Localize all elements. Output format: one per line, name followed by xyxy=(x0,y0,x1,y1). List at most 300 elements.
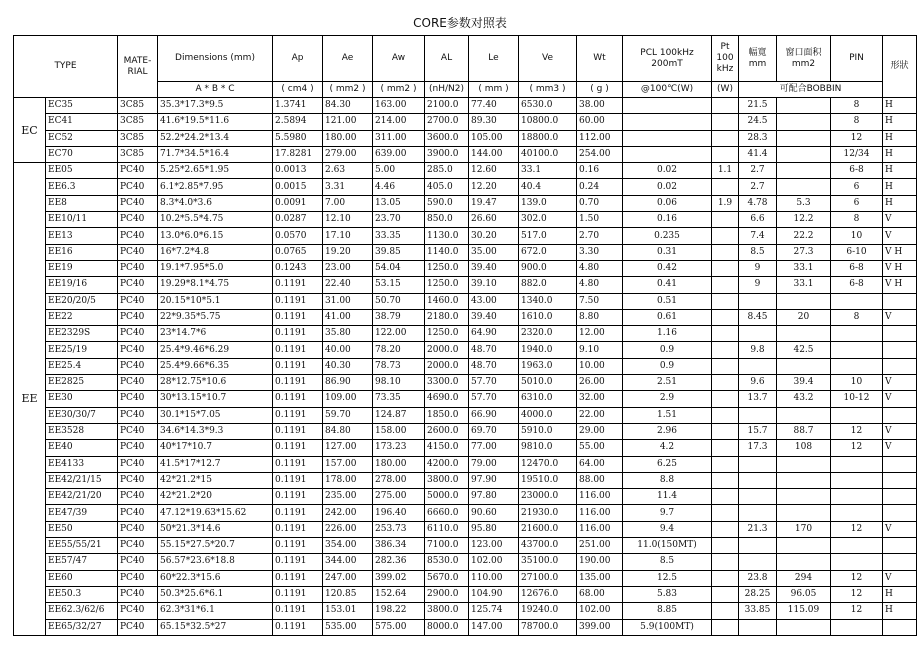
cell-ve: 5010.0 xyxy=(519,375,577,391)
cell-material: 3C85 xyxy=(118,98,158,114)
cell-width: 9 xyxy=(739,260,777,276)
header-width: 幅寬 mm xyxy=(739,36,777,82)
cell-width: 7.4 xyxy=(739,228,777,244)
table-row xyxy=(14,195,917,211)
cell-pt xyxy=(712,358,739,374)
cell-ve: 35100.0 xyxy=(519,554,577,570)
header-shape: 形狀 xyxy=(883,36,917,98)
cell-wt: 0.24 xyxy=(577,179,623,195)
cell-dimensions: 10.2*5.5*4.75 xyxy=(158,212,273,228)
cell-pt xyxy=(712,391,739,407)
cell-ve: 9810.0 xyxy=(519,440,577,456)
table-row xyxy=(14,586,917,602)
cell-le: 105.00 xyxy=(469,130,519,146)
cell-width xyxy=(739,538,777,554)
table-row xyxy=(14,146,917,162)
cell-al: 1250.0 xyxy=(425,277,469,293)
cell-pt xyxy=(712,570,739,586)
cell-dimensions: 52.2*24.2*13.4 xyxy=(158,130,273,146)
cell-shape xyxy=(883,489,917,505)
cell-pcl xyxy=(623,130,712,146)
cell-width xyxy=(739,358,777,374)
cell-wt: 32.00 xyxy=(577,391,623,407)
cell-pt xyxy=(712,212,739,228)
cell-width: 9.6 xyxy=(739,375,777,391)
cell-al: 2100.0 xyxy=(425,98,469,114)
cell-material: PC40 xyxy=(118,456,158,472)
cell-ae: 40.00 xyxy=(323,342,373,358)
cell-ap: 0.1191 xyxy=(273,505,323,521)
cell-type: EE10/11 xyxy=(46,212,118,228)
cell-ap: 0.1191 xyxy=(273,342,323,358)
cell-material: PC40 xyxy=(118,228,158,244)
cell-al: 4150.0 xyxy=(425,440,469,456)
table-row xyxy=(14,309,917,325)
unit-aw: ( mm2 ) xyxy=(373,82,425,98)
table-row xyxy=(14,391,917,407)
cell-window-area: 43.2 xyxy=(777,391,831,407)
cell-pt: 1.9 xyxy=(712,195,739,211)
cell-pcl: 0.02 xyxy=(623,179,712,195)
cell-le: 89.30 xyxy=(469,114,519,130)
cell-type: EE19 xyxy=(46,260,118,276)
header-type: TYPE xyxy=(14,36,118,98)
cell-aw: 214.00 xyxy=(373,114,425,130)
unit-al: (nH/N2) xyxy=(425,82,469,98)
cell-pcl: 2.9 xyxy=(623,391,712,407)
cell-aw: 73.35 xyxy=(373,391,425,407)
cell-window-area: 96.05 xyxy=(777,586,831,602)
cell-pt xyxy=(712,586,739,602)
cell-width xyxy=(739,326,777,342)
cell-ae: 109.00 xyxy=(323,391,373,407)
cell-le: 77.40 xyxy=(469,98,519,114)
cell-type: EE65/32/27 xyxy=(46,619,118,635)
header-pcl: PCL 100kHz 200mT xyxy=(623,36,712,82)
cell-ve: 12676.0 xyxy=(519,586,577,602)
cell-pin: 12 xyxy=(831,440,883,456)
cell-wt: 64.00 xyxy=(577,456,623,472)
cell-type: EE47/39 xyxy=(46,505,118,521)
cell-pcl: 1.51 xyxy=(623,407,712,423)
cell-width: 9 xyxy=(739,277,777,293)
cell-pcl: 0.06 xyxy=(623,195,712,211)
cell-ve: 1340.0 xyxy=(519,293,577,309)
cell-ve: 19240.0 xyxy=(519,603,577,619)
cell-dimensions: 34.6*14.3*9.3 xyxy=(158,423,273,439)
cell-aw: 98.10 xyxy=(373,375,425,391)
cell-shape: V H xyxy=(883,260,917,276)
cell-dimensions: 16*7.2*4.8 xyxy=(158,244,273,260)
cell-ve: 672.0 xyxy=(519,244,577,260)
cell-ap: 0.1191 xyxy=(273,293,323,309)
cell-pin: 12/34 xyxy=(831,146,883,162)
cell-pin xyxy=(831,505,883,521)
cell-ae: 86.90 xyxy=(323,375,373,391)
cell-dimensions: 71.7*34.5*16.4 xyxy=(158,146,273,162)
cell-material: PC40 xyxy=(118,570,158,586)
cell-dimensions: 35.3*17.3*9.5 xyxy=(158,98,273,114)
cell-wt: 190.00 xyxy=(577,554,623,570)
cell-window-area: 170 xyxy=(777,521,831,537)
cell-pcl: 8.8 xyxy=(623,472,712,488)
cell-pcl xyxy=(623,114,712,130)
cell-aw: 50.70 xyxy=(373,293,425,309)
cell-le: 79.00 xyxy=(469,456,519,472)
cell-window-area xyxy=(777,489,831,505)
cell-aw: 173.23 xyxy=(373,440,425,456)
cell-ae: 178.00 xyxy=(323,472,373,488)
cell-ve: 10800.0 xyxy=(519,114,577,130)
cell-pin: 12 xyxy=(831,130,883,146)
cell-al: 2900.0 xyxy=(425,586,469,602)
cell-al: 1250.0 xyxy=(425,260,469,276)
cell-dimensions: 62.3*31*6.1 xyxy=(158,603,273,619)
unit-wt: ( g ) xyxy=(577,82,623,98)
cell-ve: 6530.0 xyxy=(519,98,577,114)
cell-type: EE25/19 xyxy=(46,342,118,358)
cell-dimensions: 55.15*27.5*20.7 xyxy=(158,538,273,554)
table-row xyxy=(14,603,917,619)
cell-window-area xyxy=(777,293,831,309)
cell-pt xyxy=(712,342,739,358)
cell-type: EE4133 xyxy=(46,456,118,472)
cell-pt: 1.1 xyxy=(712,163,739,179)
header-window-area: 窗口面积 mm2 xyxy=(777,36,831,82)
cell-ve: 40100.0 xyxy=(519,146,577,162)
cell-ae: 7.00 xyxy=(323,195,373,211)
cell-ae: 84.30 xyxy=(323,98,373,114)
table-row xyxy=(14,228,917,244)
cell-window-area xyxy=(777,98,831,114)
cell-type: EC70 xyxy=(46,146,118,162)
cell-pcl: 0.41 xyxy=(623,277,712,293)
cell-pin xyxy=(831,342,883,358)
cell-aw: 4.46 xyxy=(373,179,425,195)
cell-type: EE42/21/20 xyxy=(46,489,118,505)
cell-width: 9.8 xyxy=(739,342,777,358)
header-ve: Ve xyxy=(519,36,577,82)
cell-shape: H xyxy=(883,586,917,602)
cell-window-area xyxy=(777,326,831,342)
cell-window-area xyxy=(777,358,831,374)
cell-ve: 23000.0 xyxy=(519,489,577,505)
cell-pt xyxy=(712,244,739,260)
cell-type: EC41 xyxy=(46,114,118,130)
cell-wt: 29.00 xyxy=(577,423,623,439)
cell-al: 1460.0 xyxy=(425,293,469,309)
cell-aw: 399.02 xyxy=(373,570,425,586)
cell-width xyxy=(739,293,777,309)
cell-pt xyxy=(712,603,739,619)
cell-material: PC40 xyxy=(118,277,158,293)
cell-material: PC40 xyxy=(118,440,158,456)
cell-wt: 55.00 xyxy=(577,440,623,456)
cell-ae: 535.00 xyxy=(323,619,373,635)
table-row xyxy=(14,114,917,130)
cell-ap: 0.1191 xyxy=(273,375,323,391)
cell-al: 4200.0 xyxy=(425,456,469,472)
cell-pt xyxy=(712,505,739,521)
cell-wt: 116.00 xyxy=(577,505,623,521)
cell-al: 1130.0 xyxy=(425,228,469,244)
cell-le: 35.00 xyxy=(469,244,519,260)
cell-ae: 59.70 xyxy=(323,407,373,423)
cell-dimensions: 40*17*10.7 xyxy=(158,440,273,456)
cell-al: 5000.0 xyxy=(425,489,469,505)
cell-pin: 8 xyxy=(831,98,883,114)
cell-type: EE22 xyxy=(46,309,118,325)
cell-ap: 0.1191 xyxy=(273,456,323,472)
cell-window-area xyxy=(777,114,831,130)
cell-width: 2.7 xyxy=(739,179,777,195)
cell-pcl: 2.51 xyxy=(623,375,712,391)
cell-material: 3C85 xyxy=(118,130,158,146)
cell-wt: 88.00 xyxy=(577,472,623,488)
cell-pt xyxy=(712,130,739,146)
cell-material: PC40 xyxy=(118,342,158,358)
table-row xyxy=(14,440,917,456)
cell-wt: 2.70 xyxy=(577,228,623,244)
cell-aw: 78.20 xyxy=(373,342,425,358)
cell-material: PC40 xyxy=(118,586,158,602)
cell-ap: 0.1191 xyxy=(273,440,323,456)
cell-ve: 78700.0 xyxy=(519,619,577,635)
cell-pcl: 5.83 xyxy=(623,586,712,602)
cell-wt: 254.00 xyxy=(577,146,623,162)
cell-shape: V xyxy=(883,228,917,244)
header-ap: Ap xyxy=(273,36,323,82)
cell-pin: 12 xyxy=(831,570,883,586)
cell-shape xyxy=(883,407,917,423)
cell-ve: 882.0 xyxy=(519,277,577,293)
cell-material: 3C85 xyxy=(118,146,158,162)
cell-width: 21.3 xyxy=(739,521,777,537)
cell-ap: 0.0287 xyxy=(273,212,323,228)
cell-le: 144.00 xyxy=(469,146,519,162)
cell-shape xyxy=(883,472,917,488)
cell-type: EE3528 xyxy=(46,423,118,439)
cell-dimensions: 6.1*2.85*7.95 xyxy=(158,179,273,195)
cell-pin xyxy=(831,538,883,554)
cell-dimensions: 60*22.3*15.6 xyxy=(158,570,273,586)
unit-pt: (W) xyxy=(712,82,739,98)
cell-pcl: 8.5 xyxy=(623,554,712,570)
cell-aw: 38.79 xyxy=(373,309,425,325)
cell-al: 1850.0 xyxy=(425,407,469,423)
cell-dimensions: 13.0*6.0*6.15 xyxy=(158,228,273,244)
cell-le: 39.10 xyxy=(469,277,519,293)
unit-ve: ( mm3 ) xyxy=(519,82,577,98)
cell-pin: 6 xyxy=(831,195,883,211)
cell-le: 69.70 xyxy=(469,423,519,439)
cell-window-area: 294 xyxy=(777,570,831,586)
cell-width: 21.5 xyxy=(739,98,777,114)
cell-window-area xyxy=(777,538,831,554)
cell-material: PC40 xyxy=(118,521,158,537)
core-parameter-table xyxy=(13,35,917,636)
cell-type: EC35 xyxy=(46,98,118,114)
cell-shape: H xyxy=(883,179,917,195)
cell-pcl: 2.96 xyxy=(623,423,712,439)
cell-pin xyxy=(831,358,883,374)
cell-shape xyxy=(883,505,917,521)
cell-le: 95.80 xyxy=(469,521,519,537)
cell-dimensions: 20.15*10*5.1 xyxy=(158,293,273,309)
cell-shape xyxy=(883,342,917,358)
cell-pin xyxy=(831,554,883,570)
cell-aw: 124.87 xyxy=(373,407,425,423)
cell-material: PC40 xyxy=(118,212,158,228)
header-pin: PIN xyxy=(831,36,883,82)
cell-aw: 386.34 xyxy=(373,538,425,554)
cell-dimensions: 47.12*19.63*15.62 xyxy=(158,505,273,521)
cell-dimensions: 19.29*8.1*4.75 xyxy=(158,277,273,293)
cell-ae: 17.10 xyxy=(323,228,373,244)
header-dimensions: Dimensions (mm) xyxy=(158,36,273,82)
cell-pin: 12 xyxy=(831,586,883,602)
cell-aw: 163.00 xyxy=(373,98,425,114)
table-row xyxy=(14,521,917,537)
cell-al: 285.0 xyxy=(425,163,469,179)
cell-pcl: 5.9(100MT) xyxy=(623,619,712,635)
cell-shape xyxy=(883,619,917,635)
cell-wt: 10.00 xyxy=(577,358,623,374)
cell-aw: 54.04 xyxy=(373,260,425,276)
table-row xyxy=(14,407,917,423)
cell-ae: 23.00 xyxy=(323,260,373,276)
cell-pt xyxy=(712,489,739,505)
cell-ae: 40.30 xyxy=(323,358,373,374)
cell-ae: 127.00 xyxy=(323,440,373,456)
cell-window-area: 20 xyxy=(777,309,831,325)
cell-pt xyxy=(712,277,739,293)
cell-pin: 8 xyxy=(831,114,883,130)
cell-le: 102.00 xyxy=(469,554,519,570)
cell-material: PC40 xyxy=(118,407,158,423)
cell-ae: 180.00 xyxy=(323,130,373,146)
cell-dimensions: 56.57*23.6*18.8 xyxy=(158,554,273,570)
cell-le: 39.40 xyxy=(469,260,519,276)
unit-dimensions: A * B * C xyxy=(158,82,273,98)
cell-pcl: 0.51 xyxy=(623,293,712,309)
cell-ap: 0.1191 xyxy=(273,309,323,325)
cell-wt: 7.50 xyxy=(577,293,623,309)
cell-ve: 19510.0 xyxy=(519,472,577,488)
unit-le: ( mm ) xyxy=(469,82,519,98)
cell-wt: 12.00 xyxy=(577,326,623,342)
cell-le: 90.60 xyxy=(469,505,519,521)
cell-aw: 5.00 xyxy=(373,163,425,179)
cell-ae: 19.20 xyxy=(323,244,373,260)
cell-material: PC40 xyxy=(118,375,158,391)
cell-window-area: 33.1 xyxy=(777,277,831,293)
cell-type: EE2825 xyxy=(46,375,118,391)
cell-pin: 6-8 xyxy=(831,260,883,276)
cell-type: EE57/47 xyxy=(46,554,118,570)
cell-width: 8.45 xyxy=(739,309,777,325)
cell-pt xyxy=(712,456,739,472)
cell-aw: 639.00 xyxy=(373,146,425,162)
cell-dimensions: 22*9.35*5.75 xyxy=(158,309,273,325)
cell-ae: 31.00 xyxy=(323,293,373,309)
cell-wt: 0.16 xyxy=(577,163,623,179)
cell-pt xyxy=(712,538,739,554)
cell-dimensions: 65.15*32.5*27 xyxy=(158,619,273,635)
cell-window-area: 88.7 xyxy=(777,423,831,439)
cell-material: PC40 xyxy=(118,179,158,195)
cell-window-area: 12.2 xyxy=(777,212,831,228)
cell-aw: 575.00 xyxy=(373,619,425,635)
cell-dimensions: 30.1*15*7.05 xyxy=(158,407,273,423)
cell-type: EE25.4 xyxy=(46,358,118,374)
cell-shape xyxy=(883,293,917,309)
cell-ap: 0.1191 xyxy=(273,423,323,439)
cell-le: 125.74 xyxy=(469,603,519,619)
cell-material: PC40 xyxy=(118,603,158,619)
header-wt: Wt xyxy=(577,36,623,82)
cell-pcl: 12.5 xyxy=(623,570,712,586)
cell-aw: 33.35 xyxy=(373,228,425,244)
unit-ap: ( cm4 ) xyxy=(273,82,323,98)
table-row xyxy=(14,570,917,586)
table-row xyxy=(14,456,917,472)
cell-shape: H xyxy=(883,163,917,179)
cell-shape: V xyxy=(883,309,917,325)
cell-ve: 4000.0 xyxy=(519,407,577,423)
cell-pin xyxy=(831,456,883,472)
cell-pt xyxy=(712,619,739,635)
cell-pcl: 0.9 xyxy=(623,342,712,358)
cell-pcl: 0.61 xyxy=(623,309,712,325)
cell-shape: H xyxy=(883,603,917,619)
cell-pcl: 4.2 xyxy=(623,440,712,456)
cell-ae: 3.31 xyxy=(323,179,373,195)
table-row xyxy=(14,423,917,439)
cell-type: EE2329S xyxy=(46,326,118,342)
cell-ae: 121.00 xyxy=(323,114,373,130)
cell-pin: 6-10 xyxy=(831,244,883,260)
cell-ae: 2.63 xyxy=(323,163,373,179)
cell-shape: V H xyxy=(883,277,917,293)
cell-dimensions: 30*13.15*10.7 xyxy=(158,391,273,407)
cell-ve: 21600.0 xyxy=(519,521,577,537)
cell-pin xyxy=(831,489,883,505)
cell-ve: 18800.0 xyxy=(519,130,577,146)
cell-material: PC40 xyxy=(118,489,158,505)
cell-width: 2.7 xyxy=(739,163,777,179)
cell-ae: 235.00 xyxy=(323,489,373,505)
cell-aw: 158.00 xyxy=(373,423,425,439)
cell-wt: 8.80 xyxy=(577,309,623,325)
cell-window-area xyxy=(777,130,831,146)
cell-pin xyxy=(831,407,883,423)
cell-ve: 1610.0 xyxy=(519,309,577,325)
cell-al: 6110.0 xyxy=(425,521,469,537)
cell-pin: 12 xyxy=(831,521,883,537)
cell-type: EE13 xyxy=(46,228,118,244)
cell-ve: 1940.0 xyxy=(519,342,577,358)
cell-material: PC40 xyxy=(118,163,158,179)
cell-al: 3800.0 xyxy=(425,603,469,619)
cell-dimensions: 28*12.75*10.6 xyxy=(158,375,273,391)
cell-width: 4.78 xyxy=(739,195,777,211)
cell-ve: 900.0 xyxy=(519,260,577,276)
cell-shape: H xyxy=(883,114,917,130)
cell-le: 147.00 xyxy=(469,619,519,635)
cell-pt xyxy=(712,309,739,325)
cell-pcl: 0.9 xyxy=(623,358,712,374)
